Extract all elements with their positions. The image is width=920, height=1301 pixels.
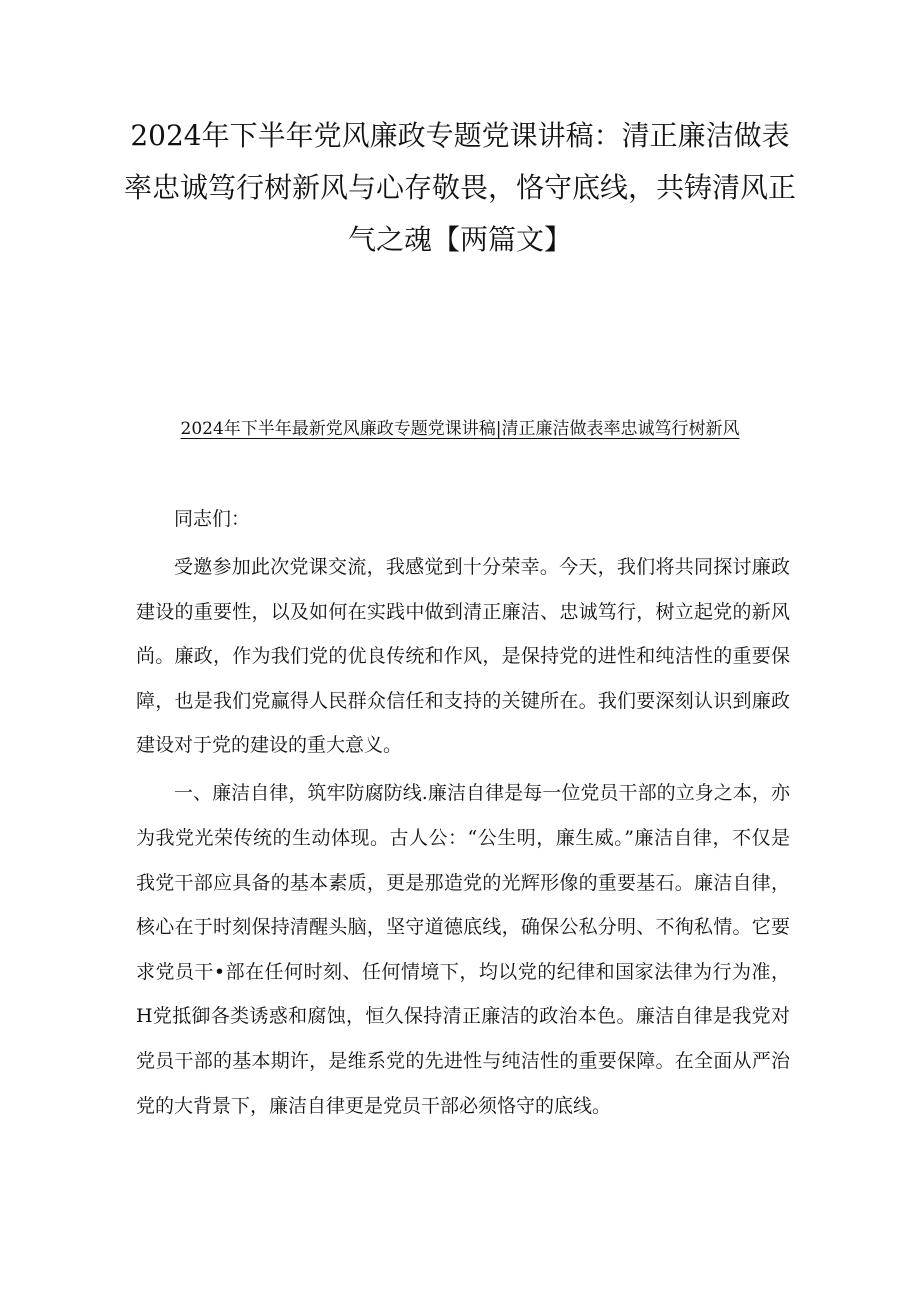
paragraph-section-one: 一、廉洁自律，筑牢防腐防线.廉洁自律是每一位党员干部的立身之本，亦为我党光荣传统的生动体现。古人公：“公生明，廉生威。”廉洁自律，不仅是我党干部应具备的基本素质，更是那造党的光辉形像的重要基石。廉洁自律，核心在于时刻保持清醒头脑，坚守道德底线，确保公私分明、不徇私情。它要求党员干•部在任何时刻、任何情境下，均以党的纪律和国家法律为行为准，H党抵御各类诱惑和腐蚀，恒久保持清正廉洁的政治本色。廉洁自律是我党对党员干部的基本期许，是维系党的先进性与纯洁性的重要保障。在全面从严治党的大背景下，廉洁自律更是党员干部必须恪守的底线。 <box>136 782 790 1117</box>
document-title: 2024年下半年党风廉政专题党课讲稿：清正廉洁做表率忠诚笃行树新风与心存敬畏，恪守底线，共铸清风正气之魂【两篇文】 <box>123 119 796 256</box>
speech-subtitle: 2024年下半年最新党风廉政专题党课讲稿|清正廉洁做表率忠诚笃行树新风 <box>180 419 740 439</box>
speech-body <box>136 497 790 1128</box>
paragraph-intro: 受邀参加此次党课交流，我感觉到十分荣幸。今天，我们将共同探讨廉政建设的重要性，以及如何在实践中做到清正廉洁、忠诚笃行，树立起党的新风尚。廉政，作为我们党的优良传统和作风，是保持党的进性和纯洁性的重要保障，也是我们党赢得人民群众信任和支持的关键所在。我们要深刻认识到廉政建设对于党的建设的重大意义。 <box>136 555 790 757</box>
salutation: 同志们： <box>174 508 251 530</box>
